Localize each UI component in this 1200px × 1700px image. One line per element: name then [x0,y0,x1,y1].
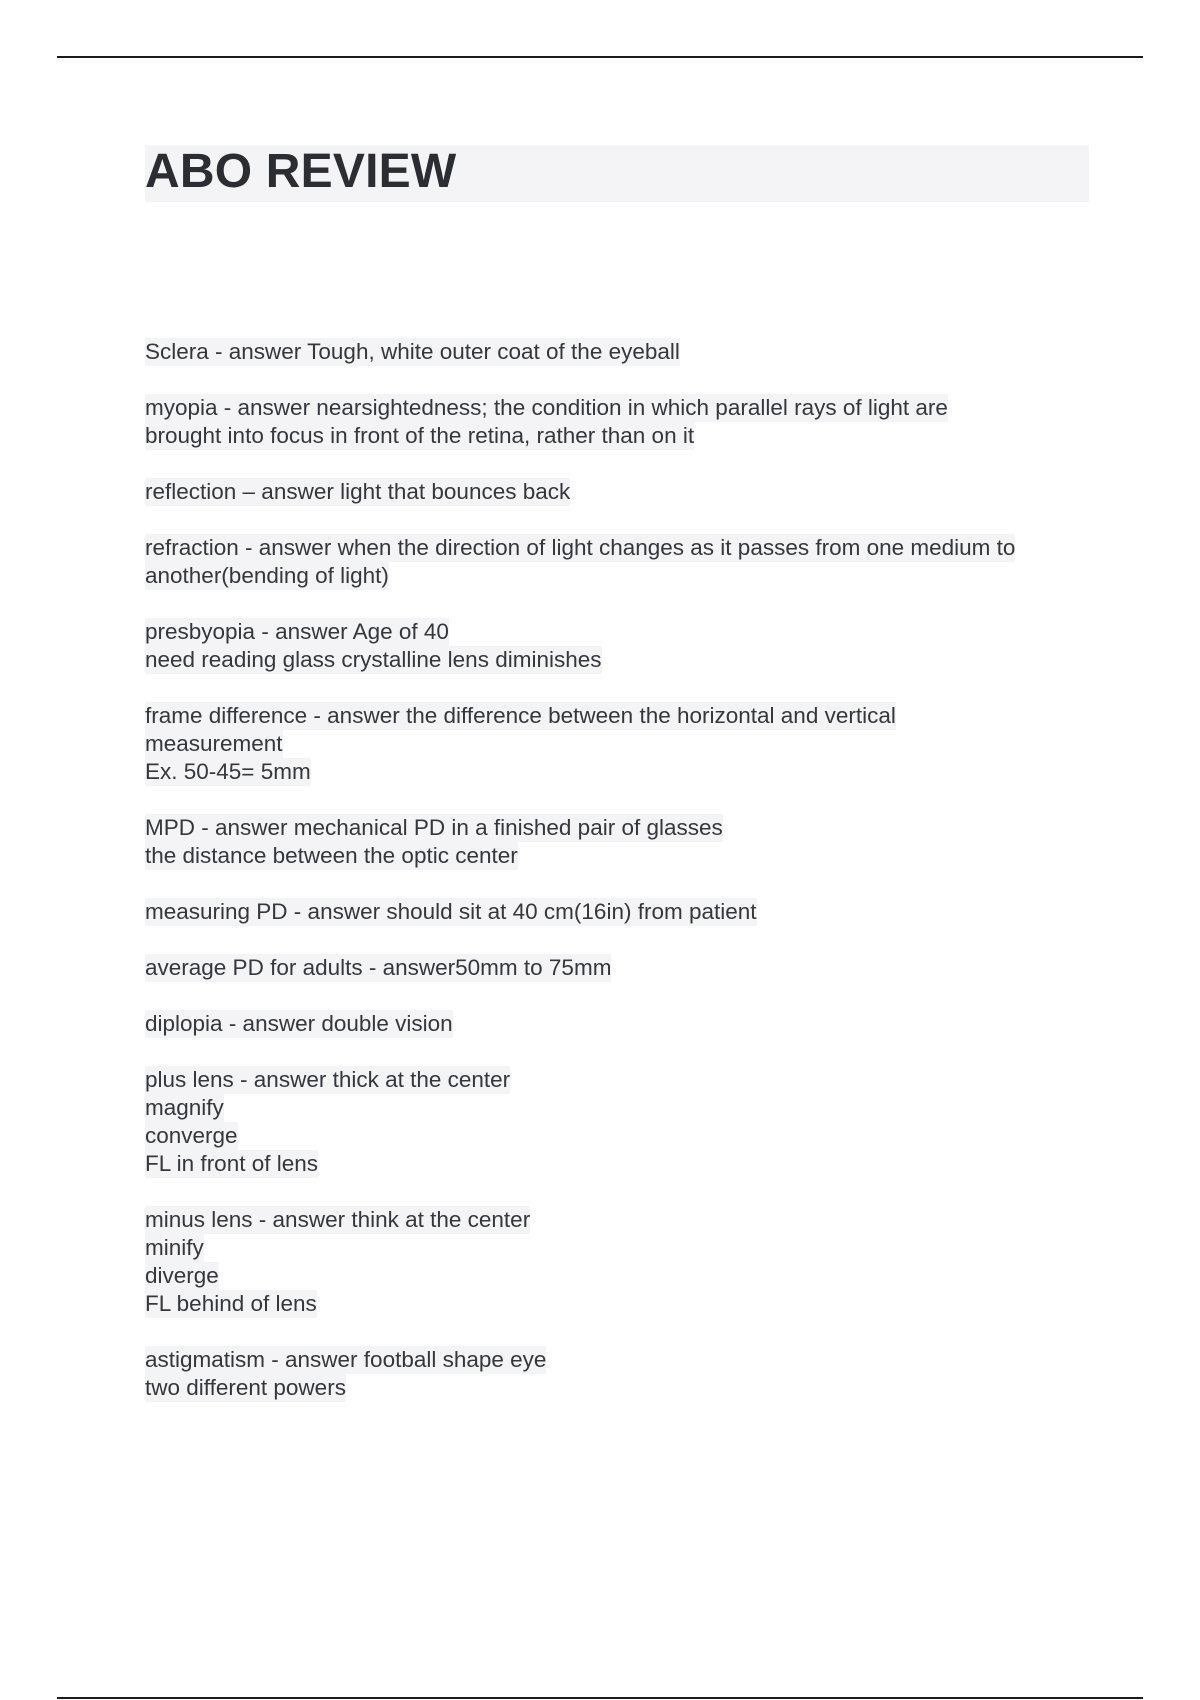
entry-line: FL behind of lens [145,1291,317,1316]
entry-mpd [145,814,1095,870]
entries-list [145,338,1095,1430]
entry-myopia [145,394,1095,450]
entry-astigmatism [145,1346,1095,1402]
entry-plus-lens [145,1066,1095,1178]
entry-line: diverge [145,1263,219,1288]
entry-line: minus lens - answer think at the center [145,1207,531,1232]
entry-line: presbyopia - answer Age of 40 [145,619,449,644]
page-title: ABO REVIEW [145,145,457,198]
entry-minus-lens [145,1206,1095,1318]
entry-sclera [145,338,1095,366]
entry-frame-difference [145,702,1095,786]
entry-line: FL in front of lens [145,1151,319,1176]
bottom-divider [57,1697,1143,1699]
entry-line: another(bending of light) [145,563,389,588]
entry-line: diplopia - answer double vision [145,1011,453,1036]
entry-line: converge [145,1123,238,1148]
entry-line: measuring PD - answer should sit at 40 cm(16in) from patient [145,899,757,924]
entry-line: magnify [145,1095,224,1120]
entry-line: Sclera - answer Tough, white outer coat of the eyeball [145,339,680,364]
entry-line: need reading glass crystalline lens diminishes [145,647,602,672]
entry-line: frame difference - answer the difference between the horizontal and vertical [145,703,896,728]
entry-presbyopia [145,618,1095,674]
entry-reflection [145,478,1095,506]
entry-line: MPD - answer mechanical PD in a finished pair of glasses [145,815,723,840]
entry-line: plus lens - answer thick at the center [145,1067,511,1092]
entry-line: brought into focus in front of the retina, rather than on it [145,423,695,448]
entry-line: the distance between the optic center [145,843,518,868]
entry-line: myopia - answer nearsightedness; the condition in which parallel rays of light are [145,395,948,420]
entry-average-pd [145,954,1095,982]
entry-measuring-pd [145,898,1095,926]
entry-line: minify [145,1235,204,1260]
entry-line: reflection – answer light that bounces back [145,479,571,504]
entry-line: refraction - answer when the direction of light changes as it passes from one medium to [145,535,1016,560]
entry-line: average PD for adults - answer50mm to 75mm [145,955,612,980]
top-divider [57,56,1143,58]
entry-line: two different powers [145,1375,346,1400]
entry-line: Ex. 50-45= 5mm [145,759,311,784]
entry-line: measurement [145,731,283,756]
entry-line: astigmatism - answer football shape eye [145,1347,547,1372]
entry-diplopia [145,1010,1095,1038]
entry-refraction [145,534,1095,590]
